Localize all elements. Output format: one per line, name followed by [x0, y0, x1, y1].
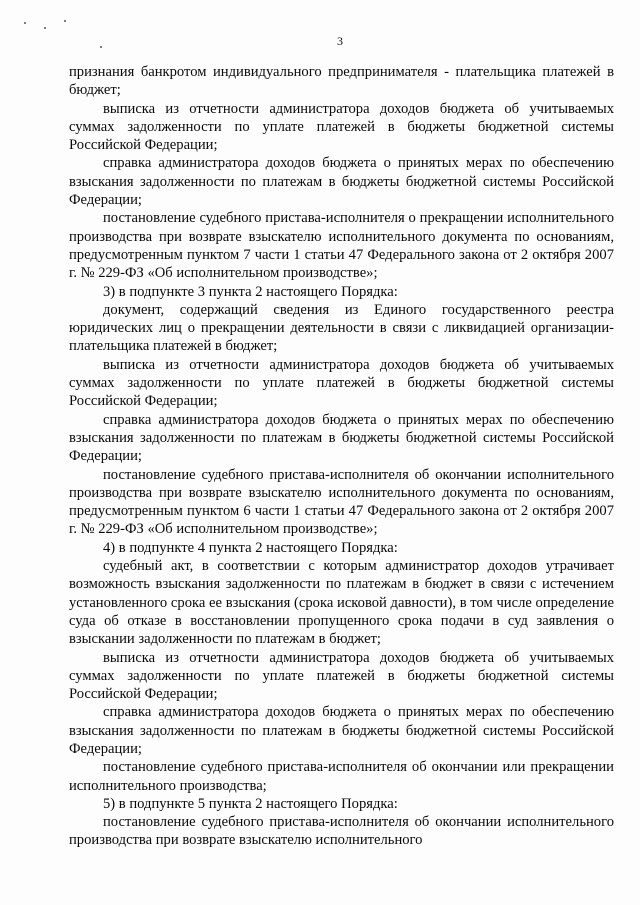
scan-speck [64, 20, 66, 22]
scan-speck [24, 22, 26, 24]
paragraph: постановление судебного пристава-исполнителя об окончании исполнительного производства при возврате взыскателю исполнительного документа по основаниям, предусмотренным пунктом 6 части 1 статьи 47 Федерального закона от 2 октября 2007 г. № 229-ФЗ «Об исполнительном производстве»; [69, 466, 614, 538]
paragraph: выписка из отчетности администратора доходов бюджета об учитываемых суммах задолженности по уплате платежей в бюджеты бюджетной системы Российской Федерации; [69, 649, 614, 703]
paragraph: признания банкротом индивидуального предпринимателя - плательщика платежей в бюджет; [69, 64, 614, 99]
document-body [69, 63, 614, 850]
page-number: 3 [337, 34, 343, 48]
paragraph: выписка из отчетности администратора доходов бюджета об учитываемых суммах задолженности по уплате платежей в бюджеты бюджетной системы Российской Федерации; [69, 100, 614, 154]
paragraph: справка администратора доходов бюджета о принятых мерах по обеспечению взыскания задолженности по платежам в бюджеты бюджетной системы Российской Федерации; [69, 704, 614, 757]
paragraph: постановление судебного пристава-исполнителя об окончании исполнительного производства при возврате взыскателю исполнительного [69, 814, 614, 849]
list-item-heading: 4) в подпункте 4 пункта 2 настоящего Порядка: [103, 539, 398, 556]
paragraph: справка администратора доходов бюджета о принятых мерах по обеспечению взыскания задолженности по платежам в бюджеты бюджетной системы Российской Федерации; [69, 411, 614, 465]
paragraph: судебный акт, в соответствии с которым администратор доходов утрачивает возможность взыскания задолженности по платежам в бюджет в связи с истечением установленного срока ее взыскания (срока исковой давности), в том числе определение суда об отказе в восстановлении пропущенного срока подачи в суд заявления о взыскании задолженности по платежам в бюджет; [69, 558, 614, 648]
scan-speck [44, 27, 46, 29]
paragraph: выписка из отчетности администратора доходов бюджета об учитываемых суммах задолженности по уплате платежей в бюджеты бюджетной системы Российской Федерации; [69, 356, 614, 410]
paragraph: справка администратора доходов бюджета о принятых мерах по обеспечению взыскания задолженности по платежам в бюджеты бюджетной системы Российской Федерации; [69, 155, 614, 209]
paragraph: постановление судебного пристава-исполнителя об окончании или прекращении исполнительного производства; [69, 759, 614, 794]
paragraph: постановление судебного пристава-исполнителя о прекращении исполнительного производства при возврате взыскателю исполнительного документа по основаниям, предусмотренным пунктом 7 части 1 статьи 47 Федерального закона от 2 октября 2007 г. № 229-ФЗ «Об исполнительном производстве»; [69, 210, 614, 282]
list-item-heading: 5) в подпункте 5 пункта 2 настоящего Порядка: [103, 795, 398, 812]
list-item-heading: 3) в подпункте 3 пункта 2 настоящего Порядка: [103, 283, 398, 300]
paragraph: документ, содержащий сведения из Единого государственного реестра юридических лиц о прекращении деятельности в связи с ликвидацией организации-плательщика платежей в бюджет; [69, 301, 614, 355]
